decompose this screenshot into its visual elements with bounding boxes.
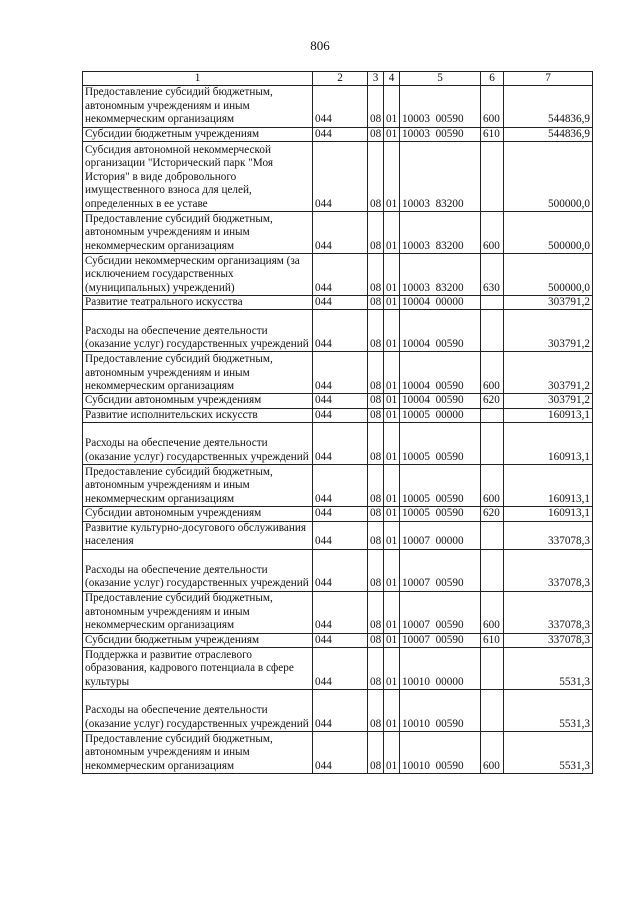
row-admin-code-cell: 044 xyxy=(313,296,368,310)
row-name-cell: Субсидии некоммерческим организациям (за исключением государственных (муниципальных) учреждений) xyxy=(83,254,313,296)
column-header-1: 1 xyxy=(83,72,313,86)
column-header-6: 6 xyxy=(481,72,504,86)
row-subsection-cell: 01 xyxy=(384,465,400,507)
row-amount-cell: 337078,3 xyxy=(504,591,593,633)
row-name-cell: Расходы на обеспечение деятельности (оказание услуг) государственных учреждений xyxy=(83,690,313,732)
row-name-cell: Расходы на обеспечение деятельности (оказание услуг) государственных учреждений xyxy=(83,549,313,591)
row-amount-cell: 544836,9 xyxy=(504,127,593,141)
row-target-article-cell: 10007 00590 xyxy=(400,591,481,633)
row-subsection-cell: 01 xyxy=(384,648,400,690)
page-number: 806 xyxy=(310,38,330,53)
row-admin-code-cell: 044 xyxy=(313,690,368,732)
table-row xyxy=(83,296,593,310)
table-row xyxy=(83,507,593,521)
row-admin-code-cell: 044 xyxy=(313,142,368,212)
row-section-cell: 08 xyxy=(368,549,384,591)
row-amount-cell: 500000,0 xyxy=(504,142,593,212)
row-section-cell: 08 xyxy=(368,465,384,507)
table-header-row xyxy=(83,72,593,86)
row-subsection-cell: 01 xyxy=(384,212,400,254)
row-section-cell: 08 xyxy=(368,633,384,647)
row-target-article-cell: 10010 00000 xyxy=(400,648,481,690)
table-row xyxy=(83,591,593,633)
row-subsection-cell: 01 xyxy=(384,352,400,394)
row-admin-code-cell: 044 xyxy=(313,648,368,690)
row-admin-code-cell: 044 xyxy=(313,732,368,774)
row-subsection-cell: 01 xyxy=(384,254,400,296)
row-amount-cell: 337078,3 xyxy=(504,549,593,591)
row-target-article-cell: 10005 00590 xyxy=(400,423,481,465)
column-header-7: 7 xyxy=(504,72,593,86)
row-name-cell: Предоставление субсидий бюджетным, автономным учреждениям и иным некоммерческим организациям xyxy=(83,732,313,774)
row-amount-cell: 337078,3 xyxy=(504,633,593,647)
table-row xyxy=(83,521,593,549)
row-admin-code-cell: 044 xyxy=(313,465,368,507)
row-amount-cell: 5531,3 xyxy=(504,690,593,732)
row-name-cell: Субсидии автономным учреждениям xyxy=(83,394,313,408)
row-admin-code-cell: 044 xyxy=(313,521,368,549)
row-section-cell: 08 xyxy=(368,127,384,141)
row-expense-type-cell: 600 xyxy=(481,86,504,127)
column-header-3: 3 xyxy=(368,72,384,86)
row-amount-cell: 160913,1 xyxy=(504,465,593,507)
row-subsection-cell: 01 xyxy=(384,127,400,141)
row-subsection-cell: 01 xyxy=(384,507,400,521)
row-admin-code-cell: 044 xyxy=(313,408,368,422)
row-name-cell: Развитие исполнительских искусств xyxy=(83,408,313,422)
row-amount-cell: 303791,2 xyxy=(504,296,593,310)
row-name-cell: Субсидии бюджетным учреждениям xyxy=(83,633,313,647)
row-name-cell: Предоставление субсидий бюджетным, автономным учреждениям и иным некоммерческим организациям xyxy=(83,591,313,633)
row-subsection-cell: 01 xyxy=(384,690,400,732)
row-amount-cell: 500000,0 xyxy=(504,212,593,254)
row-expense-type-cell xyxy=(481,296,504,310)
row-admin-code-cell: 044 xyxy=(313,127,368,141)
row-amount-cell: 5531,3 xyxy=(504,648,593,690)
row-subsection-cell: 01 xyxy=(384,549,400,591)
row-amount-cell: 544836,9 xyxy=(504,86,593,127)
row-target-article-cell: 10003 00590 xyxy=(400,86,481,127)
row-expense-type-cell xyxy=(481,690,504,732)
table-row xyxy=(83,633,593,647)
row-expense-type-cell: 600 xyxy=(481,212,504,254)
row-target-article-cell: 10004 00590 xyxy=(400,310,481,352)
row-expense-type-cell: 620 xyxy=(481,507,504,521)
row-target-article-cell: 10005 00000 xyxy=(400,408,481,422)
row-expense-type-cell: 600 xyxy=(481,352,504,394)
row-subsection-cell: 01 xyxy=(384,521,400,549)
row-section-cell: 08 xyxy=(368,310,384,352)
row-name-cell: Субсидия автономной некоммерческой организации "Исторический парк "Моя История" в виде добровольного имущественного взноса для целей, определенных в ее уставе xyxy=(83,142,313,212)
table-row xyxy=(83,465,593,507)
column-header-2: 2 xyxy=(313,72,368,86)
row-section-cell: 08 xyxy=(368,690,384,732)
row-subsection-cell: 01 xyxy=(384,310,400,352)
table-body xyxy=(83,86,593,774)
row-amount-cell: 160913,1 xyxy=(504,423,593,465)
table-row xyxy=(83,86,593,127)
row-name-cell: Развитие культурно-досугового обслуживания населения xyxy=(83,521,313,549)
row-section-cell: 08 xyxy=(368,296,384,310)
column-header-4: 4 xyxy=(384,72,400,86)
row-target-article-cell: 10003 83200 xyxy=(400,254,481,296)
row-name-cell: Предоставление субсидий бюджетным, автономным учреждениям и иным некоммерческим организациям xyxy=(83,212,313,254)
row-target-article-cell: 10004 00590 xyxy=(400,352,481,394)
row-admin-code-cell: 044 xyxy=(313,352,368,394)
row-subsection-cell: 01 xyxy=(384,423,400,465)
table-row xyxy=(83,423,593,465)
row-section-cell: 08 xyxy=(368,352,384,394)
row-expense-type-cell: 610 xyxy=(481,127,504,141)
row-admin-code-cell: 044 xyxy=(313,254,368,296)
row-target-article-cell: 10004 00590 xyxy=(400,394,481,408)
row-subsection-cell: 01 xyxy=(384,408,400,422)
row-subsection-cell: 01 xyxy=(384,732,400,774)
row-expense-type-cell xyxy=(481,648,504,690)
row-target-article-cell: 10003 83200 xyxy=(400,212,481,254)
table-row xyxy=(83,352,593,394)
table-row xyxy=(83,408,593,422)
row-name-cell: Предоставление субсидий бюджетным, автономным учреждениям и иным некоммерческим организациям xyxy=(83,86,313,127)
row-amount-cell: 160913,1 xyxy=(504,507,593,521)
row-amount-cell: 303791,2 xyxy=(504,352,593,394)
row-target-article-cell: 10007 00590 xyxy=(400,633,481,647)
row-target-article-cell: 10003 00590 xyxy=(400,127,481,141)
row-section-cell: 08 xyxy=(368,212,384,254)
row-expense-type-cell: 600 xyxy=(481,591,504,633)
row-name-cell: Предоставление субсидий бюджетным, автономным учреждениям и иным некоммерческим организациям xyxy=(83,465,313,507)
row-subsection-cell: 01 xyxy=(384,394,400,408)
table-row xyxy=(83,648,593,690)
row-amount-cell: 303791,2 xyxy=(504,394,593,408)
row-expense-type-cell: 630 xyxy=(481,254,504,296)
row-expense-type-cell: 610 xyxy=(481,633,504,647)
row-expense-type-cell xyxy=(481,521,504,549)
row-section-cell: 08 xyxy=(368,591,384,633)
row-amount-cell: 160913,1 xyxy=(504,408,593,422)
table-row xyxy=(83,142,593,212)
row-expense-type-cell xyxy=(481,142,504,212)
row-section-cell: 08 xyxy=(368,254,384,296)
table-row xyxy=(83,549,593,591)
row-amount-cell: 5531,3 xyxy=(504,732,593,774)
row-expense-type-cell xyxy=(481,310,504,352)
row-admin-code-cell: 044 xyxy=(313,549,368,591)
row-admin-code-cell: 044 xyxy=(313,633,368,647)
row-target-article-cell: 10005 00590 xyxy=(400,507,481,521)
row-target-article-cell: 10005 00590 xyxy=(400,465,481,507)
row-expense-type-cell: 620 xyxy=(481,394,504,408)
column-header-5: 5 xyxy=(400,72,481,86)
row-expense-type-cell xyxy=(481,549,504,591)
row-subsection-cell: 01 xyxy=(384,591,400,633)
row-section-cell: 08 xyxy=(368,648,384,690)
row-target-article-cell: 10003 83200 xyxy=(400,142,481,212)
row-name-cell: Субсидии автономным учреждениям xyxy=(83,507,313,521)
row-name-cell: Предоставление субсидий бюджетным, автономным учреждениям и иным некоммерческим организациям xyxy=(83,352,313,394)
row-expense-type-cell xyxy=(481,423,504,465)
row-subsection-cell: 01 xyxy=(384,633,400,647)
row-subsection-cell: 01 xyxy=(384,296,400,310)
row-admin-code-cell: 044 xyxy=(313,310,368,352)
row-section-cell: 08 xyxy=(368,507,384,521)
budget-table xyxy=(82,71,593,774)
table-row xyxy=(83,310,593,352)
row-section-cell: 08 xyxy=(368,521,384,549)
row-expense-type-cell: 600 xyxy=(481,732,504,774)
row-target-article-cell: 10010 00590 xyxy=(400,690,481,732)
row-section-cell: 08 xyxy=(368,423,384,465)
row-admin-code-cell: 044 xyxy=(313,86,368,127)
row-expense-type-cell xyxy=(481,408,504,422)
table-row xyxy=(83,212,593,254)
row-admin-code-cell: 044 xyxy=(313,212,368,254)
table-row xyxy=(83,394,593,408)
row-section-cell: 08 xyxy=(368,142,384,212)
row-admin-code-cell: 044 xyxy=(313,394,368,408)
row-target-article-cell: 10010 00590 xyxy=(400,732,481,774)
row-section-cell: 08 xyxy=(368,86,384,127)
table-row xyxy=(83,254,593,296)
row-admin-code-cell: 044 xyxy=(313,423,368,465)
row-target-article-cell: 10007 00590 xyxy=(400,549,481,591)
row-amount-cell: 337078,3 xyxy=(504,521,593,549)
table-row xyxy=(83,690,593,732)
row-section-cell: 08 xyxy=(368,394,384,408)
row-subsection-cell: 01 xyxy=(384,86,400,127)
row-admin-code-cell: 044 xyxy=(313,591,368,633)
row-amount-cell: 303791,2 xyxy=(504,310,593,352)
row-name-cell: Развитие театрального искусства xyxy=(83,296,313,310)
row-section-cell: 08 xyxy=(368,408,384,422)
row-subsection-cell: 01 xyxy=(384,142,400,212)
row-name-cell: Расходы на обеспечение деятельности (оказание услуг) государственных учреждений xyxy=(83,310,313,352)
row-amount-cell: 500000,0 xyxy=(504,254,593,296)
row-target-article-cell: 10007 00000 xyxy=(400,521,481,549)
table-row xyxy=(83,127,593,141)
row-section-cell: 08 xyxy=(368,732,384,774)
row-expense-type-cell: 600 xyxy=(481,465,504,507)
row-admin-code-cell: 044 xyxy=(313,507,368,521)
row-name-cell: Поддержка и развитие отраслевого образования, кадрового потенциала в сфере культуры xyxy=(83,648,313,690)
table-row xyxy=(83,732,593,774)
row-target-article-cell: 10004 00000 xyxy=(400,296,481,310)
row-name-cell: Расходы на обеспечение деятельности (оказание услуг) государственных учреждений xyxy=(83,423,313,465)
row-name-cell: Субсидии бюджетным учреждениям xyxy=(83,127,313,141)
